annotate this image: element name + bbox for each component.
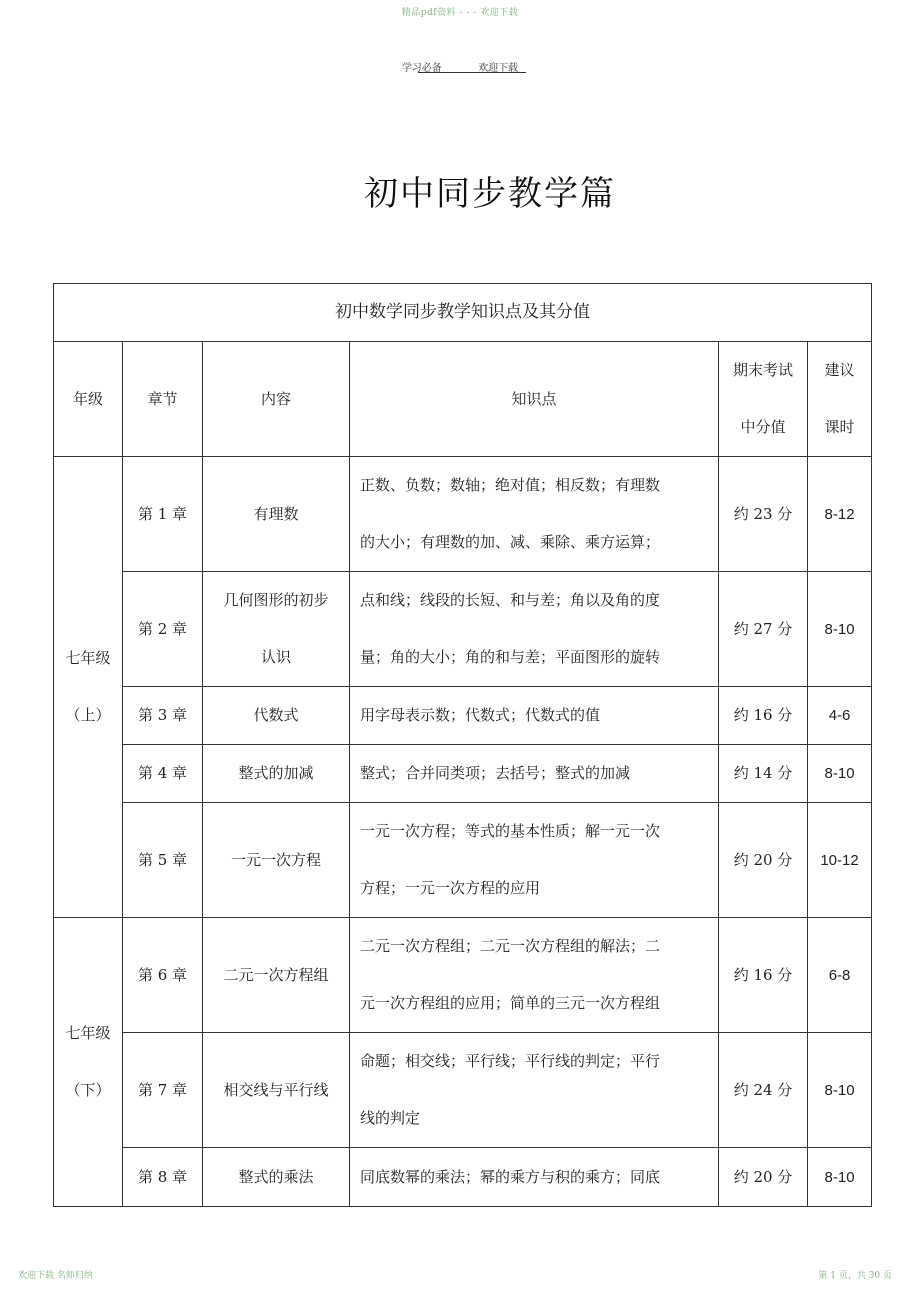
footer-right: 第 1 页，共 30 页 [818,1271,892,1281]
knowledge-line1: 二元一次方程组；二元一次方程组的解法；二 [360,937,661,955]
score-cell: 约 16 分 [719,918,808,1033]
chapter-cell: 第 8 章 [123,1148,203,1207]
content-line1: 有理数 [253,504,299,523]
header-chapter: 章节 [123,342,203,457]
knowledge-line2: 的大小；有理数的加、减、乘除、乘方运算； [360,533,661,551]
hours-cell: 8-10 [808,572,872,687]
content-line2: 认识 [260,648,291,666]
content-cell: 代数式 [203,687,350,745]
knowledge-line1: 点和线；线段的长短、和与差；角以及角的度 [360,591,661,609]
grade-cell [54,457,123,918]
table-row [54,572,872,687]
table-row [54,457,872,572]
knowledge-cell: 用字母表示数；代数式；代数式的值 [350,687,719,745]
watermark-top-text: 精品pdf资料 - - - 欢迎下载 [401,8,519,18]
watermark-top [0,5,920,18]
header-score [719,342,808,457]
knowledge-cell [350,572,719,687]
hours-cell: 10-12 [808,803,872,918]
score-cell: 约 16 分 [719,687,808,745]
chapter-cell: 第 3 章 [123,687,203,745]
chapter-cell: 第 2 章 [123,572,203,687]
score-cell: 约 20 分 [719,803,808,918]
knowledge-table [53,283,872,1207]
chapter-cell: 第 5 章 [123,803,203,918]
hours-cell: 8-12 [808,457,872,572]
knowledge-cell: 同底数幂的乘法；幂的乘方与积的乘方；同底 [350,1148,719,1207]
hours-cell: 4-6 [808,687,872,745]
grade-cell [54,918,123,1207]
footer-left: 欢迎下载 名师归纳 [18,1271,93,1281]
chapter-cell: 第 1 章 [123,457,203,572]
header-score-line2: 中分值 [740,418,786,436]
knowledge-line2: 方程；一元一次方程的应用 [360,879,541,897]
header-left: 学习必备 [401,63,442,74]
score-cell: 约 14 分 [719,745,808,803]
header-grade: 年级 [54,342,123,457]
content-cell: 二元一次方程组 [203,918,350,1033]
page-title: 初中同步教学篇 [364,174,616,214]
content-cell: 相交线与平行线 [203,1033,350,1148]
hours-cell: 8-10 [808,745,872,803]
knowledge-line1: 一元一次方程；等式的基本性质；解一元一次 [360,822,661,840]
hours-cell: 8-10 [808,1033,872,1148]
table-row [54,1033,872,1148]
table-row [54,803,872,918]
hours-cell: 8-10 [808,1148,872,1207]
chapter-cell: 第 6 章 [123,918,203,1033]
knowledge-cell [350,1033,719,1148]
header-content: 内容 [203,342,350,457]
grade-line2: （上） [65,706,111,724]
chapter-cell: 第 7 章 [123,1033,203,1148]
table-row [54,918,872,1033]
content-cell: 一元一次方程 [203,803,350,918]
knowledge-line1: 正数、负数；数轴；绝对值；相反数；有理数 [360,476,661,494]
content-line1: 几何图形的初步 [223,591,329,609]
table-row [54,687,872,745]
knowledge-line1: 命题；相交线；平行线；平行线的判定；平行 [360,1052,661,1070]
score-cell: 约 27 分 [719,572,808,687]
content-cell [203,572,350,687]
score-cell: 约 24 分 [719,1033,808,1148]
knowledge-cell [350,457,719,572]
header-hours-line2: 课时 [824,418,855,436]
header-hours [808,342,872,457]
content-cell: 整式的乘法 [203,1148,350,1207]
grade-line1: 七年级 [65,649,111,667]
knowledge-line2: 线的判定 [360,1109,421,1127]
content-cell [203,457,350,572]
header-right: 欢迎下载 [478,63,519,74]
score-cell: 约 23 分 [719,457,808,572]
knowledge-cell [350,918,719,1033]
header-hours-line1: 建议 [824,361,855,379]
header-knowledge: 知识点 [350,342,719,457]
knowledge-line2: 元一次方程组的应用；简单的三元一次方程组 [360,994,661,1012]
header-score-line1: 期末考试 [732,361,793,379]
grade-line1: 七年级 [65,1024,111,1042]
knowledge-cell: 整式；合并同类项；去括号；整式的加减 [350,745,719,803]
table-row [54,1148,872,1207]
knowledge-line2: 量；角的大小；角的和与差；平面图形的旋转 [360,648,661,666]
knowledge-cell [350,803,719,918]
grade-line2: （下） [65,1081,111,1099]
chapter-cell: 第 4 章 [123,745,203,803]
table-caption: 初中数学同步教学知识点及其分值 [54,284,872,342]
table-row [54,745,872,803]
hours-cell: 6-8 [808,918,872,1033]
header-rule [418,72,526,73]
score-cell: 约 20 分 [719,1148,808,1207]
content-cell: 整式的加减 [203,745,350,803]
